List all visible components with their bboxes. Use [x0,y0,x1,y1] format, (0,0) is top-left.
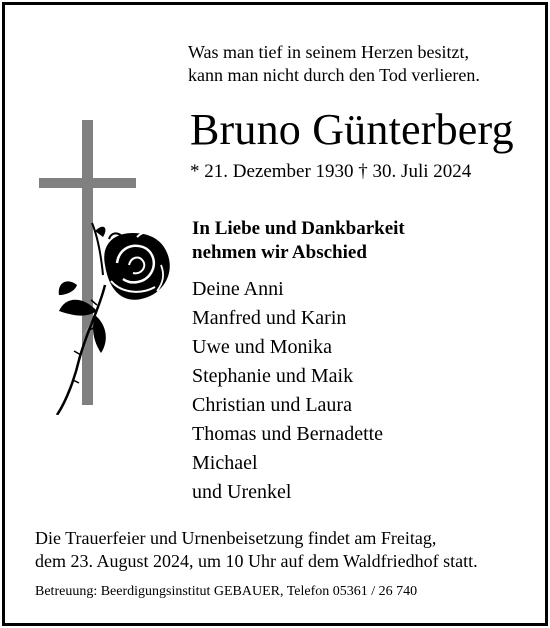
farewell-heading-line-1: In Liebe und Dankbarkeit [192,218,405,239]
family-member: und Urenkel [192,481,292,503]
farewell-heading-line-2: nehmen wir Abschied [192,242,367,263]
family-member: Uwe und Monika [192,336,332,358]
obituary-notice [2,2,548,626]
deceased-name: Bruno Günterberg [190,105,514,154]
cross-with-rose [37,115,187,415]
rose-icon [57,223,170,415]
family-member: Christian und Laura [192,394,352,416]
life-dates: * 21. Dezember 1930 † 30. Juli 2024 [190,161,472,182]
quote-line-1: Was man tief in seinem Herzen besitzt, [188,42,469,62]
family-member: Manfred und Karin [192,307,347,329]
funeral-info-line-2: dem 23. August 2024, um 10 Uhr auf dem Waldfriedhof statt. [35,551,478,571]
family-member: Thomas und Bernadette [192,423,384,445]
funeral-info-line-1: Die Trauerfeier und Urnenbeisetzung findet am Freitag, [35,528,437,548]
family-member: Stephanie und Maik [192,365,354,387]
family-member: Deine Anni [192,278,284,300]
family-member: Michael [192,452,258,474]
funeral-home-credit: Betreuung: Beerdigungsinstitut GEBAUER, Telefon 05361 / 26 740 [35,584,418,599]
quote-line-2: kann man nicht durch den Tod verlieren. [188,65,480,85]
